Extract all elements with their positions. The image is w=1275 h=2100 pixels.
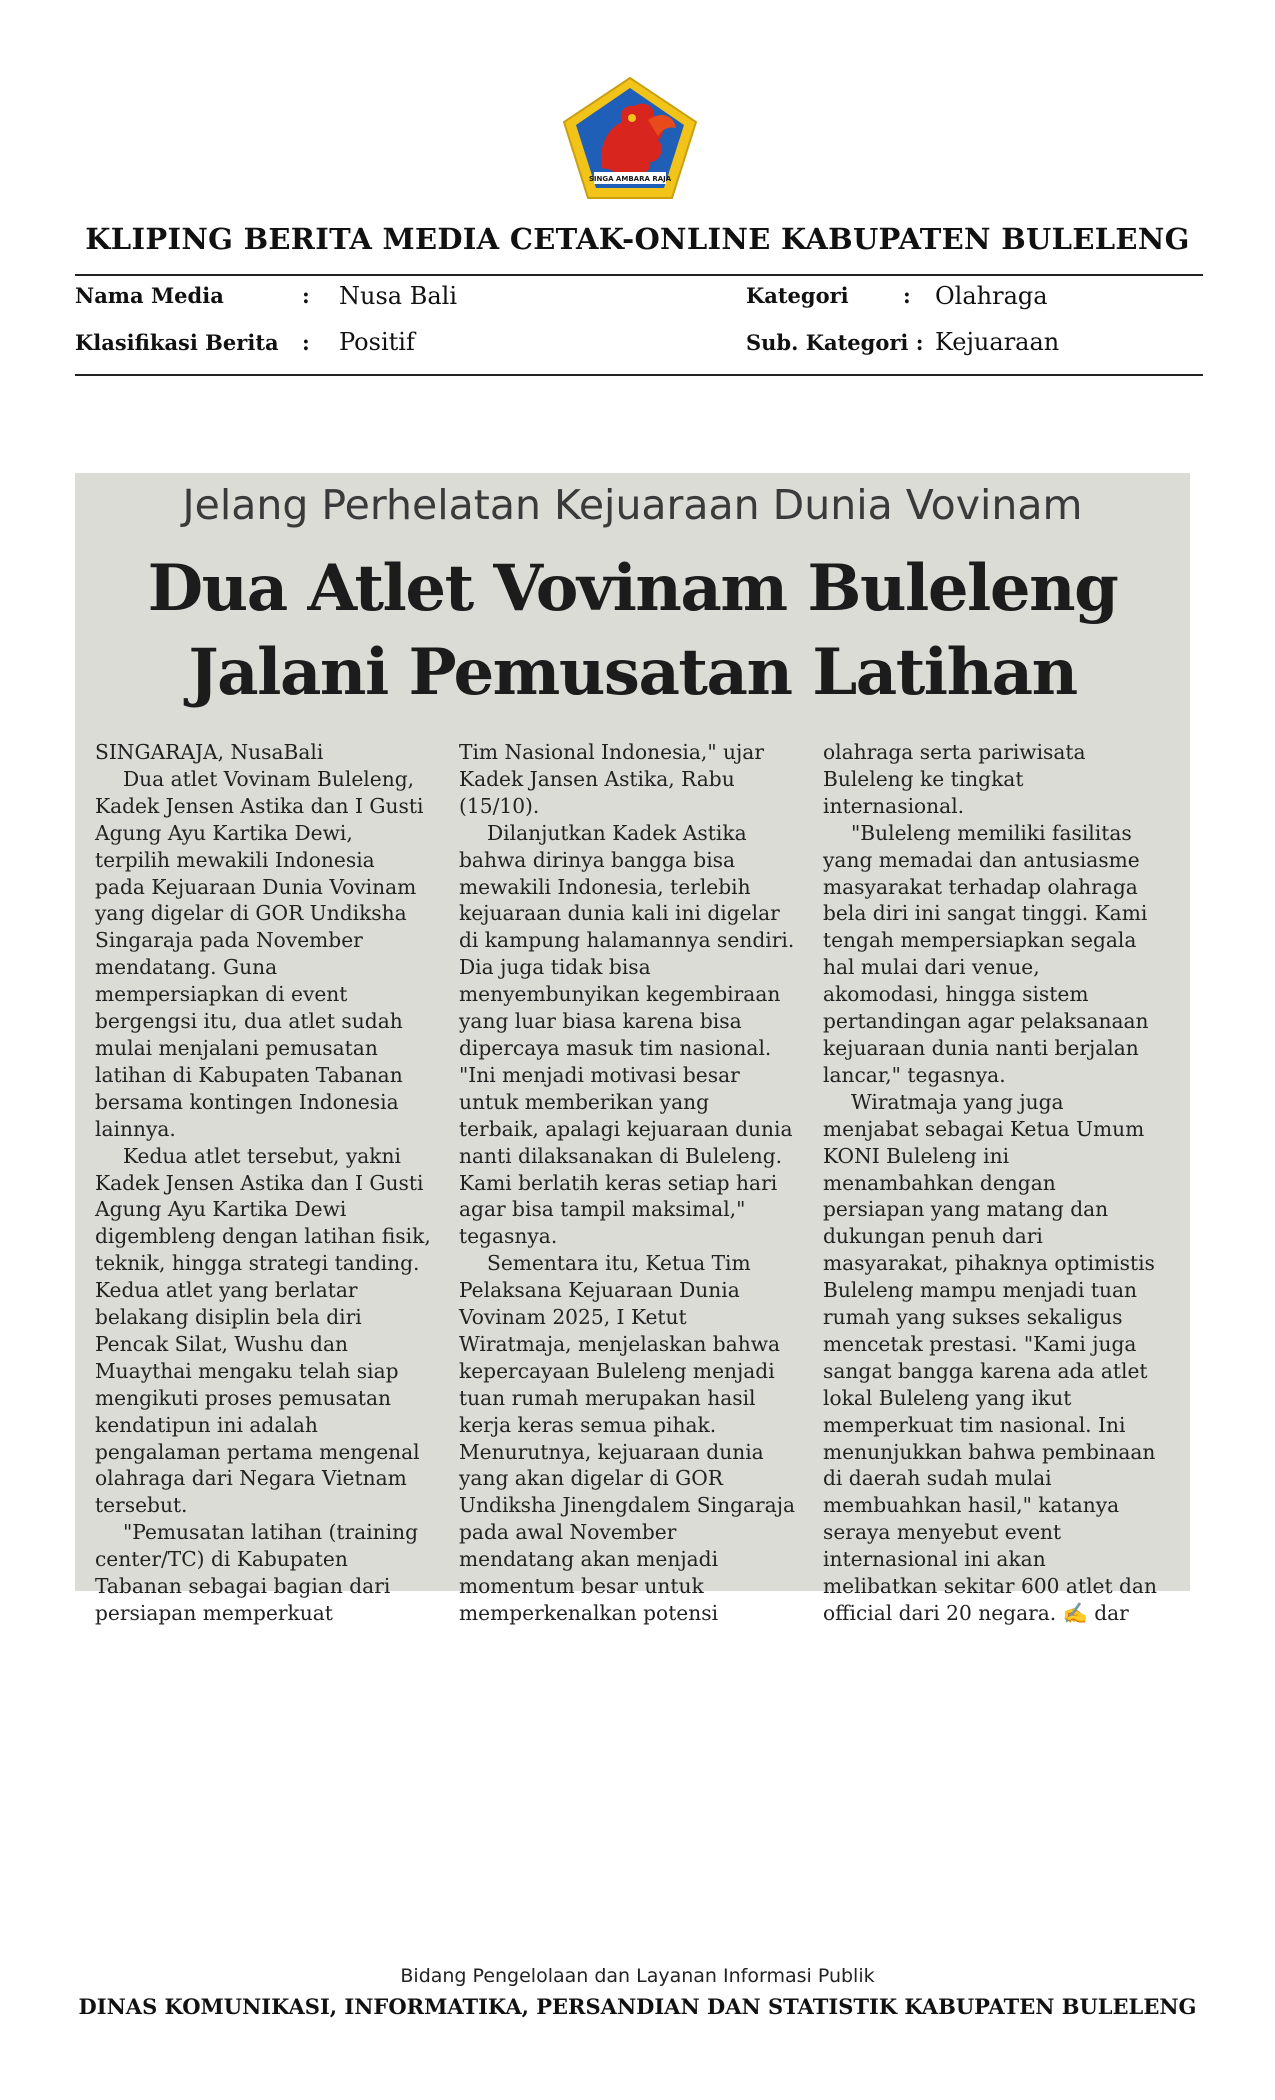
header-divider-top xyxy=(75,274,1203,276)
footer-department: Bidang Pengelolaan dan Layanan Informasi Publik xyxy=(400,1965,875,1987)
header-divider-bottom xyxy=(75,374,1203,376)
article-paragraph: "Buleleng memiliki fasilitas yang memadai dan antusiasme masyarakat terhadap olahraga bela diri ini sangat tinggi. Kami tengah mempersiapkan segala hal mulai dari venue, akomodasi, hingga sistem pertandingan agar pelaksanaan kejuaraan dunia nanti berjalan lancar," tegasnya. xyxy=(823,820,1149,1087)
article-paragraph: Tim Nasional Indonesia," ujar Kadek Jansen Astika, Rabu (15/10). xyxy=(459,740,764,818)
newspaper-clipping xyxy=(75,473,1190,1625)
article-paragraph: Kedua atlet tersebut, yakni Kadek Jensen Astika dan I Gusti Agung Ayu Kartika Dewi digembleng dengan latihan fisik, teknik, hingga strategi tanding. Kedua atlet yang berlatar belakang disiplin bela diri Pencak Silat, Wushu dan Muaythai mengaku telah siap mengikuti proses pemusatan kendatipun ini adalah pengalaman pertama mengenal olahraga dari Negara Vietnam tersebut. xyxy=(95,1143,431,1518)
article-paragraph: Sementara itu, Ketua Tim Pelaksana Kejuaraan Dunia Vovinam 2025, I Ketut Wiratmaja, menjelaskan bahwa kepercayaan Buleleng menjadi tuan rumah merupakan hasil kerja keras semua pihak. Menurutnya, kejuaraan dunia yang akan digelar di GOR Undiksha Jinengdalem Singaraja pada awal November mendatang akan menjadi momentum besar untuk memperkenalkan potensi xyxy=(459,1251,796,1625)
article-column-3 xyxy=(823,739,1159,1627)
emblem-caption: SINGA AMBARA RAJA xyxy=(588,175,672,183)
subcategory-value: Kejuaraan xyxy=(935,328,1060,356)
category-label: Kategori xyxy=(746,283,849,308)
classification-colon: : xyxy=(302,330,310,355)
article-dateline: SINGARAJA, NusaBali xyxy=(95,740,324,764)
article-subheadline: Jelang Perhelatan Kejuaraan Dunia Vovinam xyxy=(182,481,1083,529)
article-paragraph: Dilanjutkan Kadek Astika bahwa dirinya bangga bisa mewakili Indonesia, terlebih kejuaraan dunia kali ini digelar di kampung halamannya sendiri. Dia juga tidak bisa menyembunyikan kegembiraan yang luar biasa karena bisa dipercaya masuk tim nasional. "Ini menjadi motivasi besar untuk memberikan yang terbaik, apalagi kejuaraan dunia nanti dilaksanakan di Buleleng. Kami berlatih keras setiap hari agar bisa tampil maksimal," tegasnya. xyxy=(459,820,795,1249)
article-column-1 xyxy=(95,739,431,1627)
media-label: Nama Media xyxy=(75,283,224,308)
article-headline-line2: Jalani Pemusatan Latihan xyxy=(188,635,1077,710)
media-colon: : xyxy=(302,283,310,308)
article-paragraph: "Pemusatan latihan (training center/TC) di Kabupaten Tabanan sebagai bagian dari persiapan memperkuat xyxy=(95,1520,419,1625)
article-paragraph: Wiratmaja yang juga menjabat sebagai Ketua Umum KONI Buleleng ini menambahkan dengan persiapan yang matang dan dukungan penuh dari masyarakat, pihaknya optimistis Buleleng mampu menjadi tuan rumah yang sukses sekaligus mencetak prestasi. "Kami juga sangat bangga karena ada atlet lokal Buleleng yang ikut memperkuat tim nasional. Ini menunjukkan bahwa pembinaan di daerah sudah mulai membuahkan hasil," katanya seraya menyebut event internasional ini akan melibatkan sekitar 600 atlet dan official dari 20 negara. ✍ dar xyxy=(823,1089,1157,1625)
media-value: Nusa Bali xyxy=(339,282,458,310)
article-paragraph: olahraga serta pariwisata Buleleng ke tingkat internasional. xyxy=(823,740,1086,818)
article-paragraph: Dua atlet Vovinam Buleleng, Kadek Jensen Astika dan I Gusti Agung Ayu Kartika Dewi, terpilih mewakili Indonesia pada Kejuaraan Dunia Vovinam yang digelar di GOR Undiksha Singaraja pada November mendatang. Guna mempersiapkan di event bergengsi itu, dua atlet sudah mulai menjalani pemusatan latihan di Kabupaten Tabanan bersama kontingen Indonesia lainnya. xyxy=(95,766,424,1141)
classification-value: Positif xyxy=(339,328,415,356)
subcategory-label: Sub. Kategori : xyxy=(746,330,924,355)
page-title: KLIPING BERITA MEDIA CETAK-ONLINE KABUPATEN BULELENG xyxy=(85,222,1190,256)
footer-agency: DINAS KOMUNIKASI, INFORMATIKA, PERSANDIAN DAN STATISTIK KABUPATEN BULELENG xyxy=(78,1994,1197,2019)
category-value: Olahraga xyxy=(935,282,1048,310)
classification-label: Klasifikasi Berita xyxy=(75,330,279,355)
article-headline-line1: Dua Atlet Vovinam Buleleng xyxy=(147,551,1118,626)
article-column-2 xyxy=(459,739,795,1627)
category-colon: : xyxy=(903,283,911,308)
buleleng-regency-emblem xyxy=(562,76,698,200)
